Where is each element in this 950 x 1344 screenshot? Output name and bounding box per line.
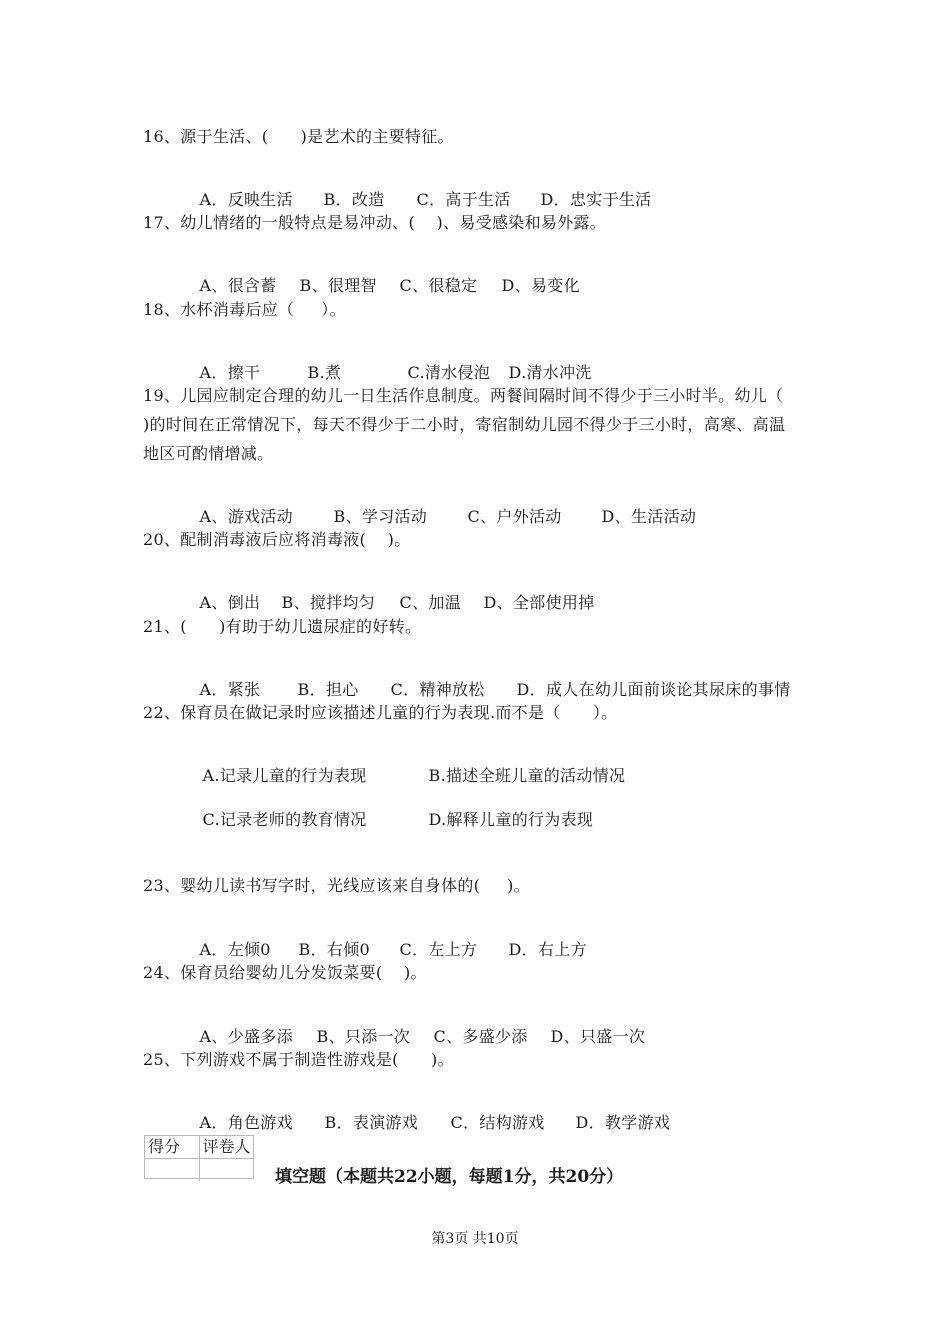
option-d: D、全部使用掉 (483, 593, 595, 612)
option-c: C、户外活动 (467, 507, 562, 526)
option-a: A．紧张 (199, 680, 261, 699)
option-b: B．右倾0 (298, 940, 370, 959)
option-b: B、很理智 (299, 276, 377, 295)
question-21-stem: 21、( )有助于幼儿遗尿症的好转。 (143, 617, 422, 636)
question-23-stem: 23、婴幼儿读书写字时，光线应该来自身体的( )。 (143, 876, 530, 895)
option-a: A、游戏活动 (199, 507, 293, 526)
option-d: D、易变化 (501, 276, 580, 295)
option-a: A、少盛多添 (199, 1027, 293, 1046)
option-c: C、多盛少添 (433, 1027, 528, 1046)
question-18-stem: 18、水杯消毒后应（ ）。 (143, 300, 346, 319)
score-box-blank-row (145, 1158, 253, 1181)
option-d: D.解释儿童的行为表现 (428, 810, 594, 829)
option-b: B、学习活动 (333, 507, 428, 526)
option-a: A、倒出 (199, 593, 261, 612)
grader-label: 评卷人 (199, 1136, 254, 1158)
question-19-stem-line3: 地区可酌情增减。 (143, 444, 274, 463)
grader-blank-cell[interactable] (199, 1159, 254, 1181)
option-c: C、很稳定 (399, 276, 478, 295)
page-footer: 第3页 共10页 (431, 1231, 519, 1247)
option-c: C．精神放松 (390, 680, 485, 699)
option-c: C．结构游戏 (450, 1113, 545, 1132)
option-a: A．反映生活 (199, 190, 293, 209)
section-title: 填空题（本题共22小题，每题1分，共20分） (275, 1167, 624, 1187)
option-c: C.记录老师的教育情况 (202, 810, 367, 829)
option-a: A．擦干 (199, 363, 261, 382)
question-19-stem-line1: 19、儿园应制定合理的幼儿一日生活作息制度。两餐间隔时间不得少于三小时半。幼儿（ (143, 386, 784, 405)
option-b: B．改造 (323, 190, 385, 209)
option-d: D、只盛一次 (550, 1027, 646, 1046)
question-19-stem-line2: )的时间在正常情况下，每天不得少于二小时，寄宿制幼儿园不得少于三小时，高寒、高温 (143, 415, 786, 434)
score-blank-cell[interactable] (145, 1159, 199, 1181)
option-a: A．左倾0 (199, 940, 271, 959)
option-b: B、搅拌均匀 (281, 593, 376, 612)
question-22-stem: 22、保育员在做记录时应该描述儿童的行为表现.而不是（ ）。 (143, 703, 618, 722)
question-17-stem: 17、幼儿情绪的一般特点是易冲动、( )、易受感染和易外露。 (143, 213, 607, 232)
option-c: C、加温 (399, 593, 461, 612)
score-label: 得分 (148, 1137, 181, 1156)
option-d: D.清水冲洗 (508, 363, 592, 382)
option-a: A.记录儿童的行为表现 (202, 766, 367, 785)
option-a: A、很含蓄 (199, 276, 277, 295)
question-25-stem: 25、下列游戏不属于制造性游戏是( )。 (143, 1050, 454, 1069)
question-16-stem: 16、源于生活、( )是艺术的主要特征。 (143, 127, 454, 146)
question-20-stem: 20、配制消毒液后应将消毒液( )。 (143, 530, 411, 549)
question-22-options-row2 (181, 790, 593, 850)
option-b: B．担心 (297, 680, 359, 699)
option-c: C．左上方 (399, 940, 478, 959)
score-box-header (145, 1136, 253, 1158)
option-c: C．高于生活 (416, 190, 511, 209)
question-24-stem: 24、保育员给婴幼儿分发饭菜要( )。 (143, 963, 427, 982)
option-d: D．成人在幼儿面前谈论其尿床的事情 (516, 680, 791, 699)
option-d: D．忠实于生活 (540, 190, 652, 209)
option-d: D、生活活动 (601, 507, 697, 526)
option-b: B．表演游戏 (324, 1113, 419, 1132)
option-d: D．右上方 (508, 940, 587, 959)
option-b: B.描述全班儿童的活动情况 (428, 766, 626, 785)
option-b: B、只添一次 (316, 1027, 411, 1046)
score-box (144, 1135, 254, 1179)
option-d: D．教学游戏 (575, 1113, 671, 1132)
option-a: A．角色游戏 (199, 1113, 293, 1132)
option-c: C.清水侵泡 (407, 363, 491, 382)
option-b: B.煮 (307, 363, 342, 382)
